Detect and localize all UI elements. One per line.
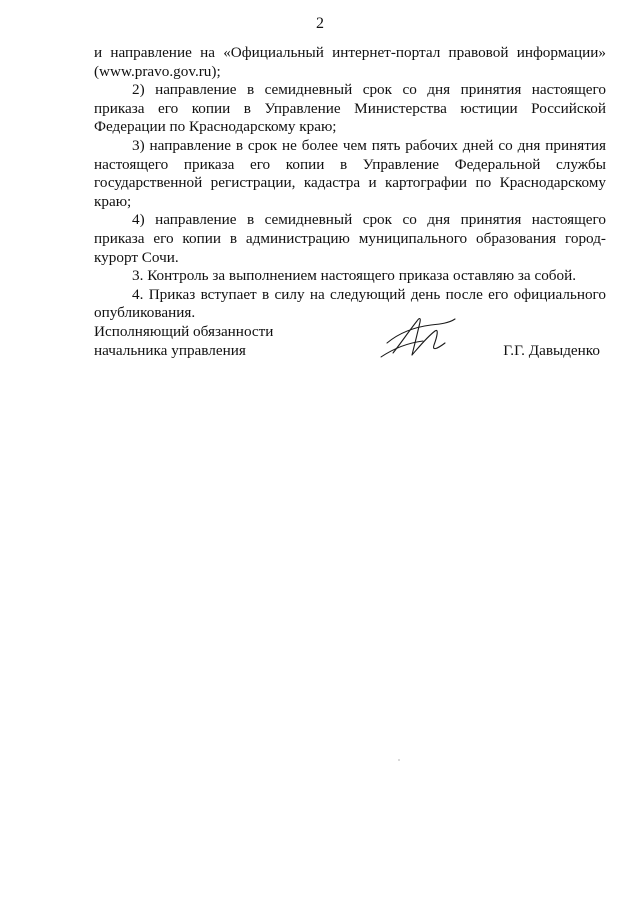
page-number: 2 <box>316 15 324 32</box>
signer-position-line-2: начальника управления <box>94 342 246 359</box>
paragraph-effective-date: 4. Приказ вступает в силу на следующий день после его официального опубликования. <box>94 285 606 322</box>
paragraph-portal-publication: и направление на «Официальный интернет-портал правовой информации» (www.pravo.gov.ru); <box>94 44 606 80</box>
paragraph-item-4-sochi-administration: 4) направление в семидневный срок со дня принятия настоящего приказа его копии в администрацию муниципального образования город-курорт Сочи. <box>94 211 606 266</box>
signer-position-line-1: Исполняющий обязанности <box>94 323 274 340</box>
paragraph-control-clause: 3. Контроль за выполнением настоящего приказа оставляю за собой. <box>132 267 577 285</box>
paragraph-item-2-justice-ministry: 2) направление в семидневный срок со дня принятия настоящего приказа его копии в Управление Министерства юстиции Российской Федерации по Краснодарскому краю; <box>94 81 606 136</box>
paragraph-item-3-rosreestr: 3) направление в срок не более чем пять рабочих дней со дня принятия настоящего приказа его копии в Управление Федеральной службы государственной регистрации, кадастра и картографии по Краснодарскому краю; <box>94 136 606 210</box>
handwritten-signature <box>379 313 459 361</box>
scan-artifact-dot <box>398 759 400 761</box>
signer-name: Г.Г. Давыденко <box>503 342 600 359</box>
signature-block <box>94 323 606 373</box>
document-body <box>94 44 606 323</box>
